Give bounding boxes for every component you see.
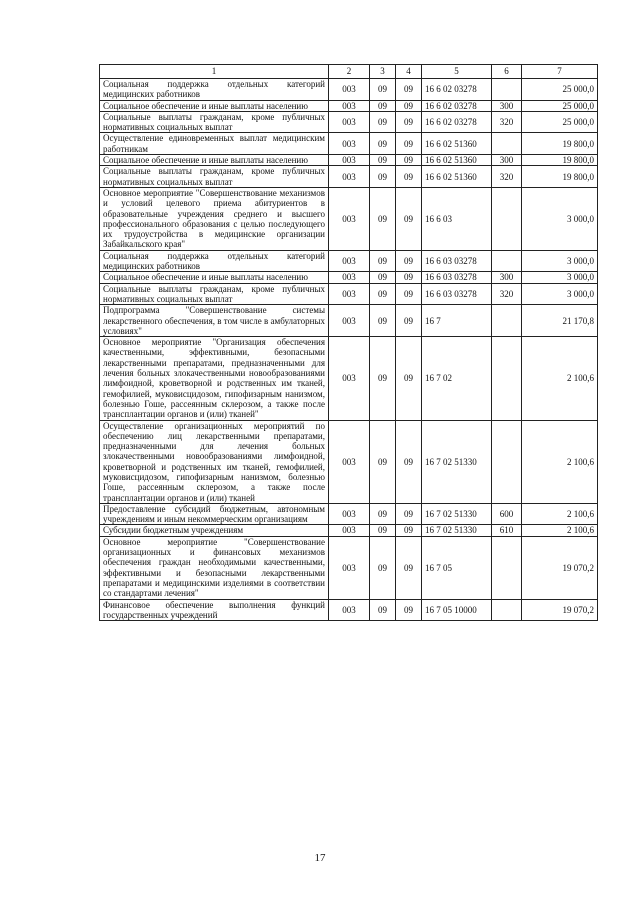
cell-sum: 3 000,0 <box>522 283 598 305</box>
table-row <box>100 272 598 283</box>
col-header-pr: 4 <box>396 65 422 79</box>
cell-csr: 16 6 02 03278 <box>422 79 492 101</box>
budget-table <box>99 64 598 621</box>
table-row <box>100 420 598 503</box>
cell-pr: 09 <box>396 100 422 111</box>
cell-name: Социальные выплаты гражданам, кроме публичных нормативных социальных выплат <box>100 111 329 133</box>
cell-rz: 09 <box>370 503 396 525</box>
table-row <box>100 100 598 111</box>
cell-ved: 003 <box>329 79 370 101</box>
cell-pr: 09 <box>396 111 422 133</box>
cell-csr: 16 6 02 03278 <box>422 111 492 133</box>
cell-csr: 16 6 02 03278 <box>422 100 492 111</box>
cell-sum: 3 000,0 <box>522 187 598 250</box>
cell-sum: 2 100,6 <box>522 503 598 525</box>
cell-pr: 09 <box>396 166 422 188</box>
cell-pr: 09 <box>396 272 422 283</box>
cell-pr: 09 <box>396 250 422 272</box>
cell-vr <box>492 305 522 337</box>
table-row <box>100 111 598 133</box>
cell-csr: 16 6 02 51360 <box>422 155 492 166</box>
cell-sum: 25 000,0 <box>522 100 598 111</box>
table-row <box>100 599 598 621</box>
cell-name: Основное мероприятие "Совершенствование механизмов и условий целевого приема абитуриентов в образовательные учреждения среднего и высшего профессионального образования с целью последующего их трудоустройства в медицинские организации Забайкальского края" <box>100 187 329 250</box>
cell-vr: 600 <box>492 503 522 525</box>
col-header-csr: 5 <box>422 65 492 79</box>
cell-vr <box>492 133 522 155</box>
cell-sum: 2 100,6 <box>522 525 598 536</box>
cell-pr: 09 <box>396 536 422 599</box>
cell-ved: 003 <box>329 305 370 337</box>
table-row <box>100 166 598 188</box>
cell-vr: 320 <box>492 283 522 305</box>
cell-sum: 25 000,0 <box>522 79 598 101</box>
cell-vr: 300 <box>492 272 522 283</box>
cell-rz: 09 <box>370 250 396 272</box>
cell-ved: 003 <box>329 100 370 111</box>
cell-rz: 09 <box>370 166 396 188</box>
cell-csr: 16 7 05 <box>422 536 492 599</box>
cell-vr <box>492 536 522 599</box>
cell-pr: 09 <box>396 79 422 101</box>
table-row <box>100 133 598 155</box>
cell-name: Субсидии бюджетным учреждениям <box>100 525 329 536</box>
cell-name: Социальное обеспечение и иные выплаты населению <box>100 100 329 111</box>
cell-name: Социальные выплаты гражданам, кроме публичных нормативных социальных выплат <box>100 283 329 305</box>
table-row <box>100 250 598 272</box>
cell-name: Социальная поддержка отдельных категорий медицинских работников <box>100 250 329 272</box>
cell-rz: 09 <box>370 283 396 305</box>
cell-csr: 16 7 02 51330 <box>422 503 492 525</box>
cell-name: Осуществление организационных мероприятий по обеспечению лиц лекарственными препаратами, предназначенными для лечения больных злокачественными новообразованиями лимфоидной, кроветворной и родственных им тканей, гемофилией, муковисцидозом, гипофизарным нанизмом, болезнью Гоше, рассеянным склерозом, а также после трансплантации органов и (или) тканей <box>100 420 329 503</box>
cell-pr: 09 <box>396 420 422 503</box>
cell-rz: 09 <box>370 272 396 283</box>
cell-name: Социальные выплаты гражданам, кроме публичных нормативных социальных выплат <box>100 166 329 188</box>
cell-pr: 09 <box>396 305 422 337</box>
cell-csr: 16 6 03 <box>422 187 492 250</box>
page-number: 17 <box>314 852 326 864</box>
table-row <box>100 305 598 337</box>
table-row <box>100 187 598 250</box>
cell-vr <box>492 420 522 503</box>
cell-name: Предоставление субсидий бюджетным, автономным учреждениям и иным некоммерческим организациям <box>100 503 329 525</box>
cell-pr: 09 <box>396 337 422 420</box>
cell-ved: 003 <box>329 166 370 188</box>
table-header-row <box>100 65 598 79</box>
cell-rz: 09 <box>370 111 396 133</box>
cell-sum: 2 100,6 <box>522 420 598 503</box>
cell-vr <box>492 337 522 420</box>
cell-ved: 003 <box>329 111 370 133</box>
cell-rz: 09 <box>370 155 396 166</box>
cell-name: Основное мероприятие "Организация обеспечения качественными, эффективными, безопасными лекарственными препаратами, предназначенными для лечения больных злокачественными новообразованиями лимфоидной, кроветворной и родственных им тканей, гемофилией, муковисцидозом, гипофизарным нанизмом, болезнью Гоше, рассеянным склерозом, а также после трансплантации органов и (или) тканей" <box>100 337 329 420</box>
cell-vr: 300 <box>492 100 522 111</box>
cell-pr: 09 <box>396 133 422 155</box>
cell-name: Финансовое обеспечение выполнения функций государственных учреждений <box>100 599 329 621</box>
cell-rz: 09 <box>370 599 396 621</box>
col-header-sum: 7 <box>522 65 598 79</box>
cell-csr: 16 6 03 03278 <box>422 272 492 283</box>
cell-pr: 09 <box>396 599 422 621</box>
cell-csr: 16 7 02 51330 <box>422 525 492 536</box>
table-row <box>100 536 598 599</box>
cell-vr: 320 <box>492 166 522 188</box>
cell-ved: 003 <box>329 420 370 503</box>
cell-ved: 003 <box>329 283 370 305</box>
cell-ved: 003 <box>329 525 370 536</box>
cell-ved: 003 <box>329 599 370 621</box>
cell-pr: 09 <box>396 525 422 536</box>
cell-ved: 003 <box>329 155 370 166</box>
cell-name: Социальная поддержка отдельных категорий медицинских работников <box>100 79 329 101</box>
cell-name: Подпрограмма "Совершенствование системы лекарственного обеспечения, в том числе в амбулаторных условиях" <box>100 305 329 337</box>
cell-csr: 16 6 03 03278 <box>422 283 492 305</box>
cell-rz: 09 <box>370 420 396 503</box>
cell-csr: 16 7 02 51330 <box>422 420 492 503</box>
cell-rz: 09 <box>370 187 396 250</box>
cell-csr: 16 6 02 51360 <box>422 133 492 155</box>
table-row <box>100 503 598 525</box>
cell-vr <box>492 187 522 250</box>
cell-rz: 09 <box>370 525 396 536</box>
cell-sum: 3 000,0 <box>522 250 598 272</box>
cell-vr <box>492 79 522 101</box>
cell-sum: 3 000,0 <box>522 272 598 283</box>
table-row <box>100 283 598 305</box>
cell-rz: 09 <box>370 100 396 111</box>
col-header-name: 1 <box>100 65 329 79</box>
cell-pr: 09 <box>396 155 422 166</box>
cell-sum: 19 800,0 <box>522 155 598 166</box>
col-header-vr: 6 <box>492 65 522 79</box>
cell-pr: 09 <box>396 187 422 250</box>
cell-vr <box>492 599 522 621</box>
cell-rz: 09 <box>370 133 396 155</box>
table-row <box>100 155 598 166</box>
cell-ved: 003 <box>329 337 370 420</box>
cell-vr: 300 <box>492 155 522 166</box>
cell-rz: 09 <box>370 536 396 599</box>
cell-name: Социальное обеспечение и иные выплаты населению <box>100 272 329 283</box>
cell-rz: 09 <box>370 337 396 420</box>
cell-ved: 003 <box>329 250 370 272</box>
table-row <box>100 79 598 101</box>
cell-ved: 003 <box>329 133 370 155</box>
cell-csr: 16 6 03 03278 <box>422 250 492 272</box>
cell-pr: 09 <box>396 503 422 525</box>
cell-sum: 19 800,0 <box>522 166 598 188</box>
cell-vr: 320 <box>492 111 522 133</box>
cell-rz: 09 <box>370 305 396 337</box>
cell-sum: 21 170,8 <box>522 305 598 337</box>
cell-vr <box>492 250 522 272</box>
col-header-rz: 3 <box>370 65 396 79</box>
cell-csr: 16 7 05 10000 <box>422 599 492 621</box>
cell-sum: 25 000,0 <box>522 111 598 133</box>
cell-sum: 2 100,6 <box>522 337 598 420</box>
cell-rz: 09 <box>370 79 396 101</box>
cell-ved: 003 <box>329 503 370 525</box>
cell-ved: 003 <box>329 272 370 283</box>
cell-ved: 003 <box>329 187 370 250</box>
cell-csr: 16 7 02 <box>422 337 492 420</box>
cell-name: Социальное обеспечение и иные выплаты населению <box>100 155 329 166</box>
cell-csr: 16 6 02 51360 <box>422 166 492 188</box>
cell-vr: 610 <box>492 525 522 536</box>
cell-name: Основное мероприятие "Совершенствование организационных и финансовых механизмов обеспечения граждан необходимыми качественными, эффективными и безопасными лекарственными препаратами и медицинскими изделиями в соответствии со стандартами лечения" <box>100 536 329 599</box>
cell-pr: 09 <box>396 283 422 305</box>
cell-csr: 16 7 <box>422 305 492 337</box>
cell-ved: 003 <box>329 536 370 599</box>
cell-sum: 19 070,2 <box>522 536 598 599</box>
cell-sum: 19 800,0 <box>522 133 598 155</box>
table-row <box>100 337 598 420</box>
cell-sum: 19 070,2 <box>522 599 598 621</box>
table-row <box>100 525 598 536</box>
cell-name: Осуществление единовременных выплат медицинским работникам <box>100 133 329 155</box>
col-header-ved: 2 <box>329 65 370 79</box>
